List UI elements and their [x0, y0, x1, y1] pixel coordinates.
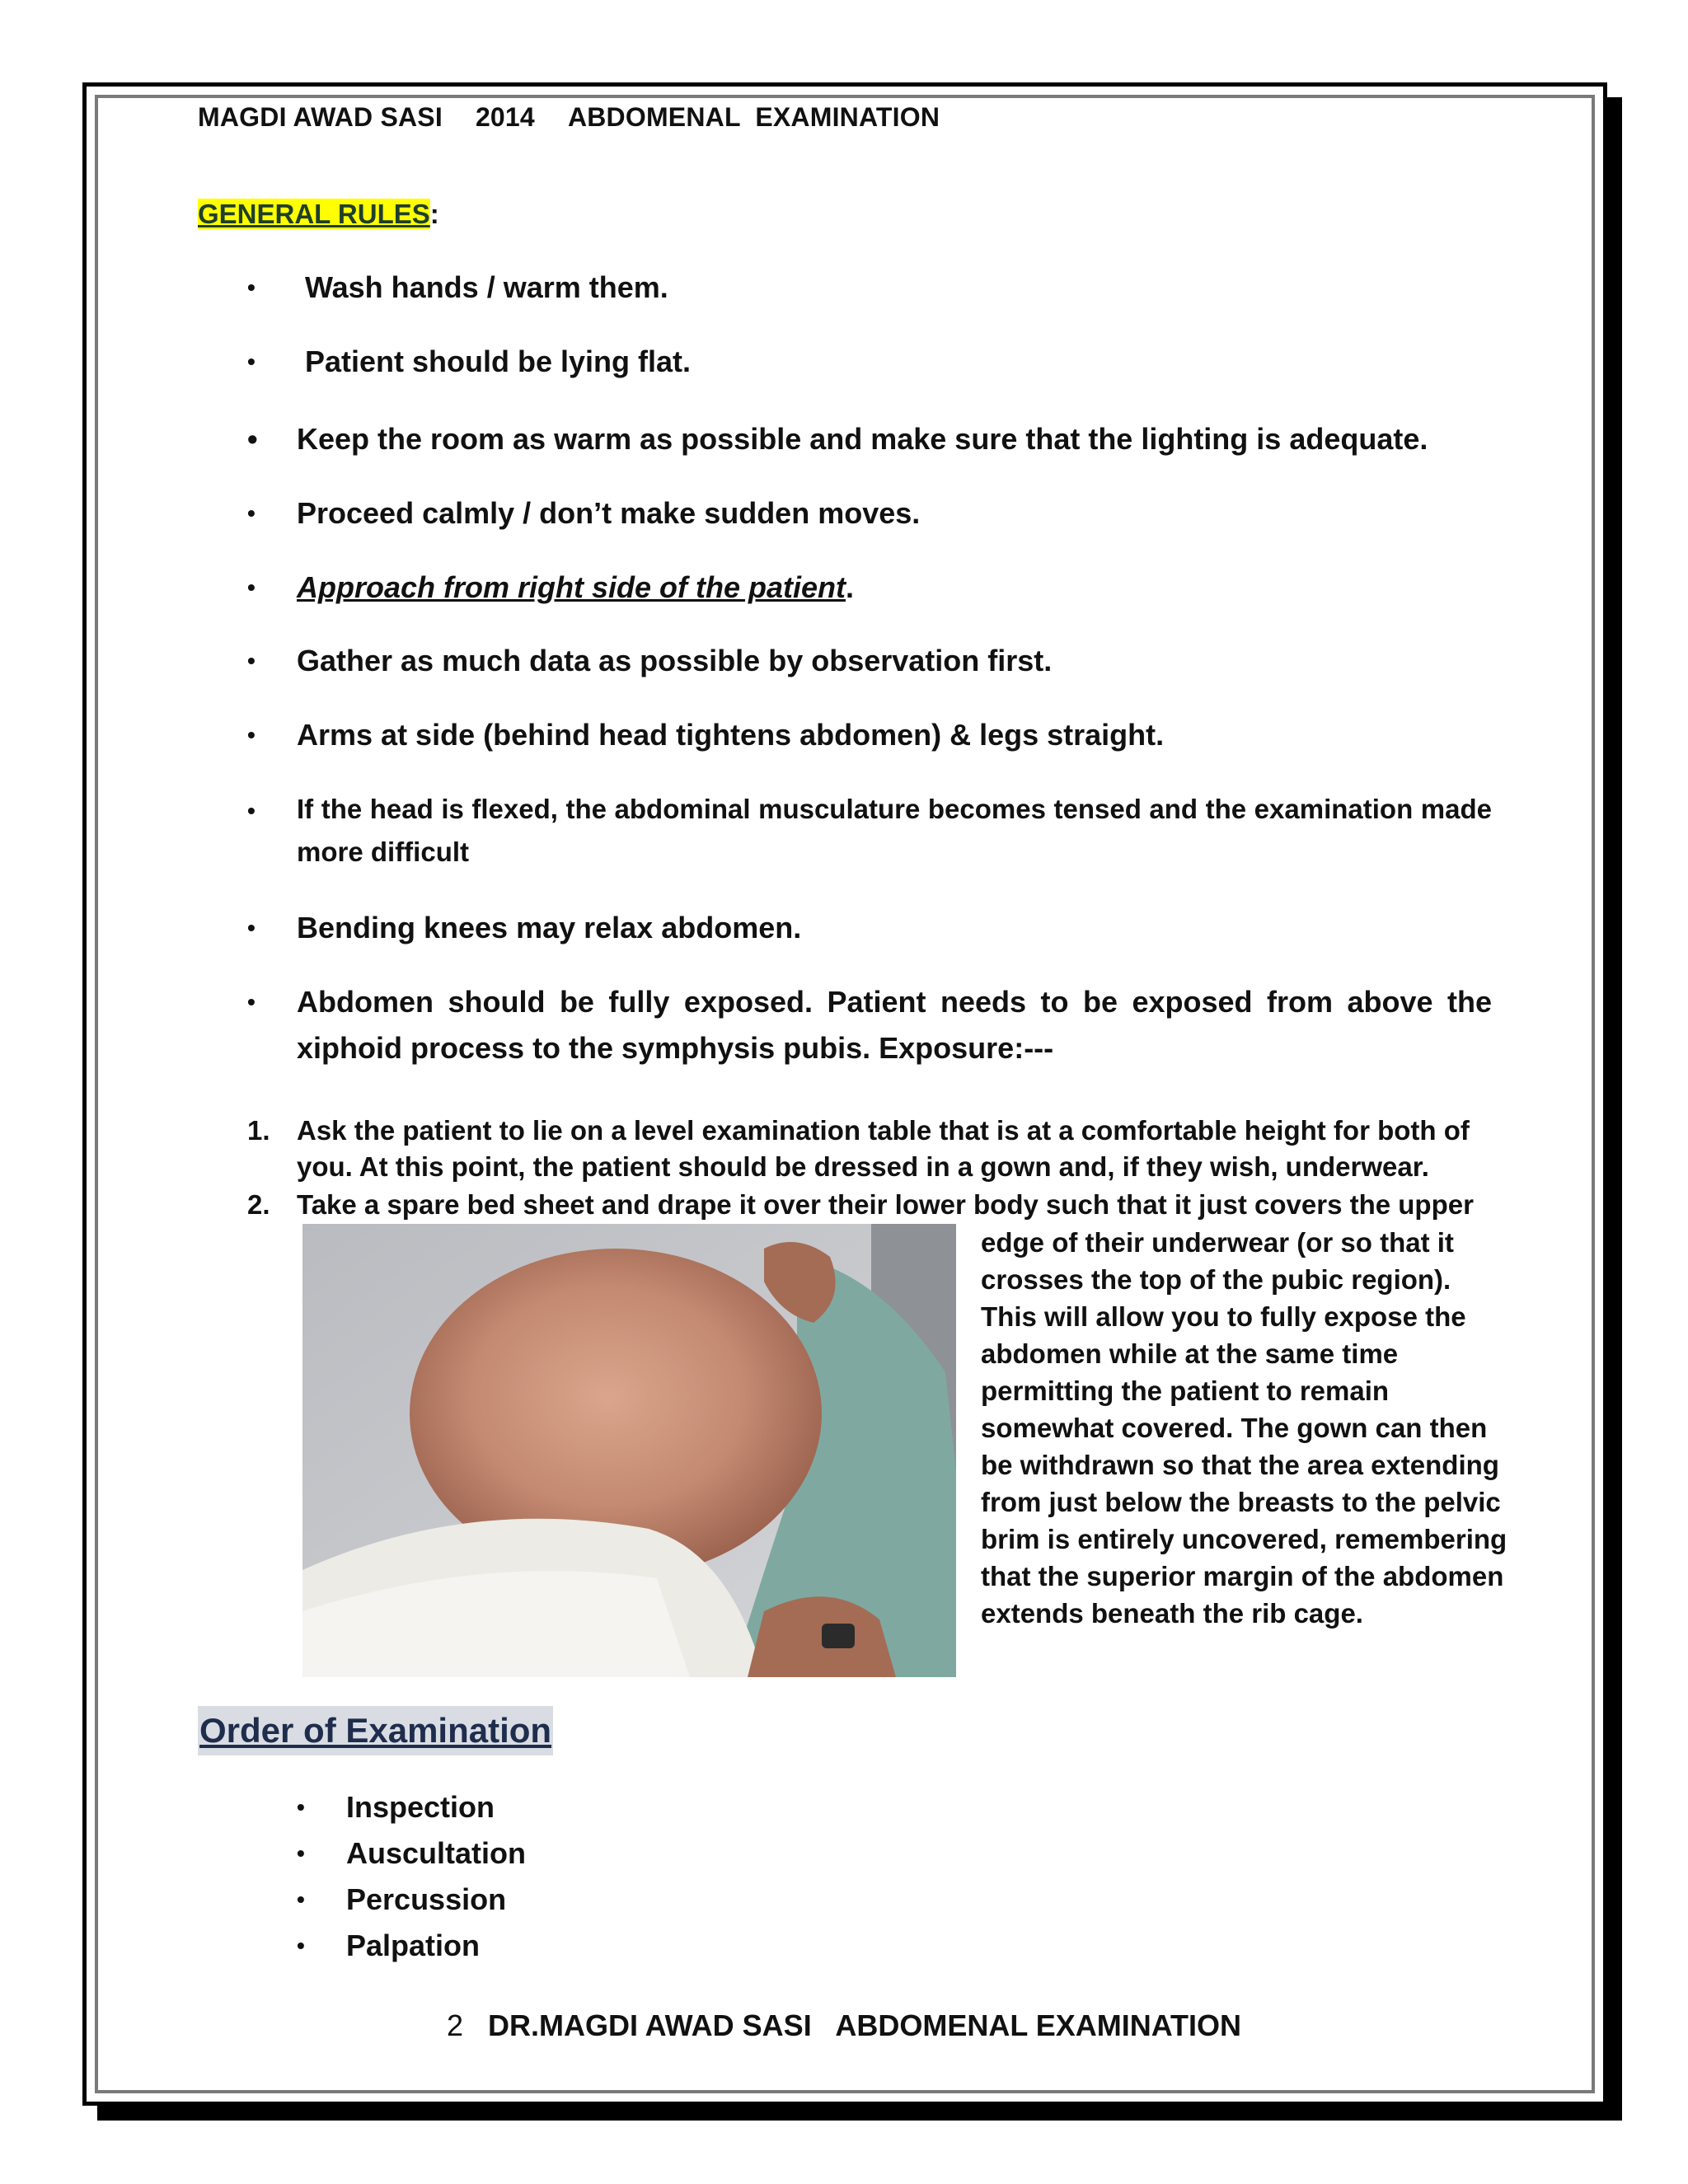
rule-text: Patient should be lying flat.: [305, 344, 692, 378]
page-number: 2: [446, 2008, 463, 2042]
bullet-icon: •: [247, 798, 256, 823]
order-item-text: Auscultation: [346, 1836, 527, 1870]
patient-abdomen-photo: [302, 1224, 956, 1677]
page-content: [198, 97, 1492, 1220]
order-item-text: Palpation: [346, 1929, 481, 1962]
bullet-icon: •: [247, 274, 256, 300]
general-rules-colon: :: [429, 199, 439, 229]
bullet-icon: •: [297, 1886, 305, 1912]
rule-text: Gather as much data as possible by observation first.: [297, 644, 1053, 677]
rule-text: Arms at side (behind head tightens abdomen) & legs straight.: [297, 718, 1165, 752]
rule-period: .: [846, 570, 855, 604]
header-title: ABDOMENAL EXAMINATION: [567, 102, 940, 132]
bullet-icon: •: [247, 574, 256, 600]
bullet-icon: •: [247, 915, 256, 940]
step-number: 1.: [247, 1115, 270, 1146]
step-number: 2.: [247, 1189, 270, 1220]
bullet-icon: •: [247, 500, 256, 526]
bullet-icon: •: [297, 1840, 305, 1866]
rule-text-wrap: [297, 565, 1492, 611]
order-item-text: Inspection: [346, 1790, 495, 1824]
step-text: Ask the patient to lie on a level examination table that is at a comfortable height for both of you. At this point, the patient should be dressed in a gown and, if they wish, underwear.: [297, 1115, 1470, 1182]
rule-emphasis: Approach from right side of the patient: [297, 570, 846, 604]
rule-text: Abdomen should be fully exposed. Patient needs to be exposed from above the xiphoid process to the symphysis pubis. Exposure:---: [297, 985, 1492, 1065]
rule-text: Wash hands / warm them.: [305, 270, 668, 304]
general-rules-heading: [198, 196, 439, 232]
rule-text: If the head is flexed, the abdominal musculature becomes tensed and the examination made more difficult: [297, 794, 1492, 867]
page-header: [198, 97, 1492, 137]
bullet-icon: •: [247, 422, 258, 456]
header-author: MAGDI AWAD SASI: [198, 102, 443, 132]
rule-text: Keep the room as warm as possible and make sure that the lighting is adequate.: [297, 422, 1428, 456]
bullet-icon: •: [297, 1933, 305, 1958]
order-item-text: Percussion: [346, 1882, 507, 1916]
footer-text: DR.MAGDI AWAD SASI ABDOMENAL EXAMINATION: [488, 2008, 1242, 2042]
page-border-inner: [95, 95, 1595, 2093]
header-year: 2014: [475, 102, 535, 132]
rule-text: Proceed calmly / don’t make sudden moves.: [297, 496, 921, 530]
step-text: Take a spare bed sheet and drape it over their lower body such that it just covers the upper: [297, 1189, 1474, 1220]
bullet-icon: •: [247, 989, 256, 1015]
rule-text: Bending knees may relax abdomen.: [297, 911, 802, 944]
bullet-icon: •: [297, 1794, 305, 1820]
order-of-examination-title: Order of Examination: [198, 1706, 553, 1755]
general-rules-label: GENERAL RULES: [198, 199, 430, 229]
page-border-frame: [82, 82, 1607, 2106]
step-2-continued: edge of their underwear (or so that it crosses the top of the pubic region). This will allow you to fully expose the abdomen while at the same time permitting the patient to remain somewhat covered. The gown can then be withdrawn so that the area extending from just below the breasts to the pelvic brim is entirely uncovered, remembering that the superior margin of the abdomen extends beneath the rib cage.: [981, 1227, 1507, 1629]
page-footer: [0, 2003, 1688, 2049]
bullet-icon: •: [247, 349, 256, 374]
bullet-icon: •: [247, 722, 256, 748]
bullet-icon: •: [247, 648, 256, 673]
